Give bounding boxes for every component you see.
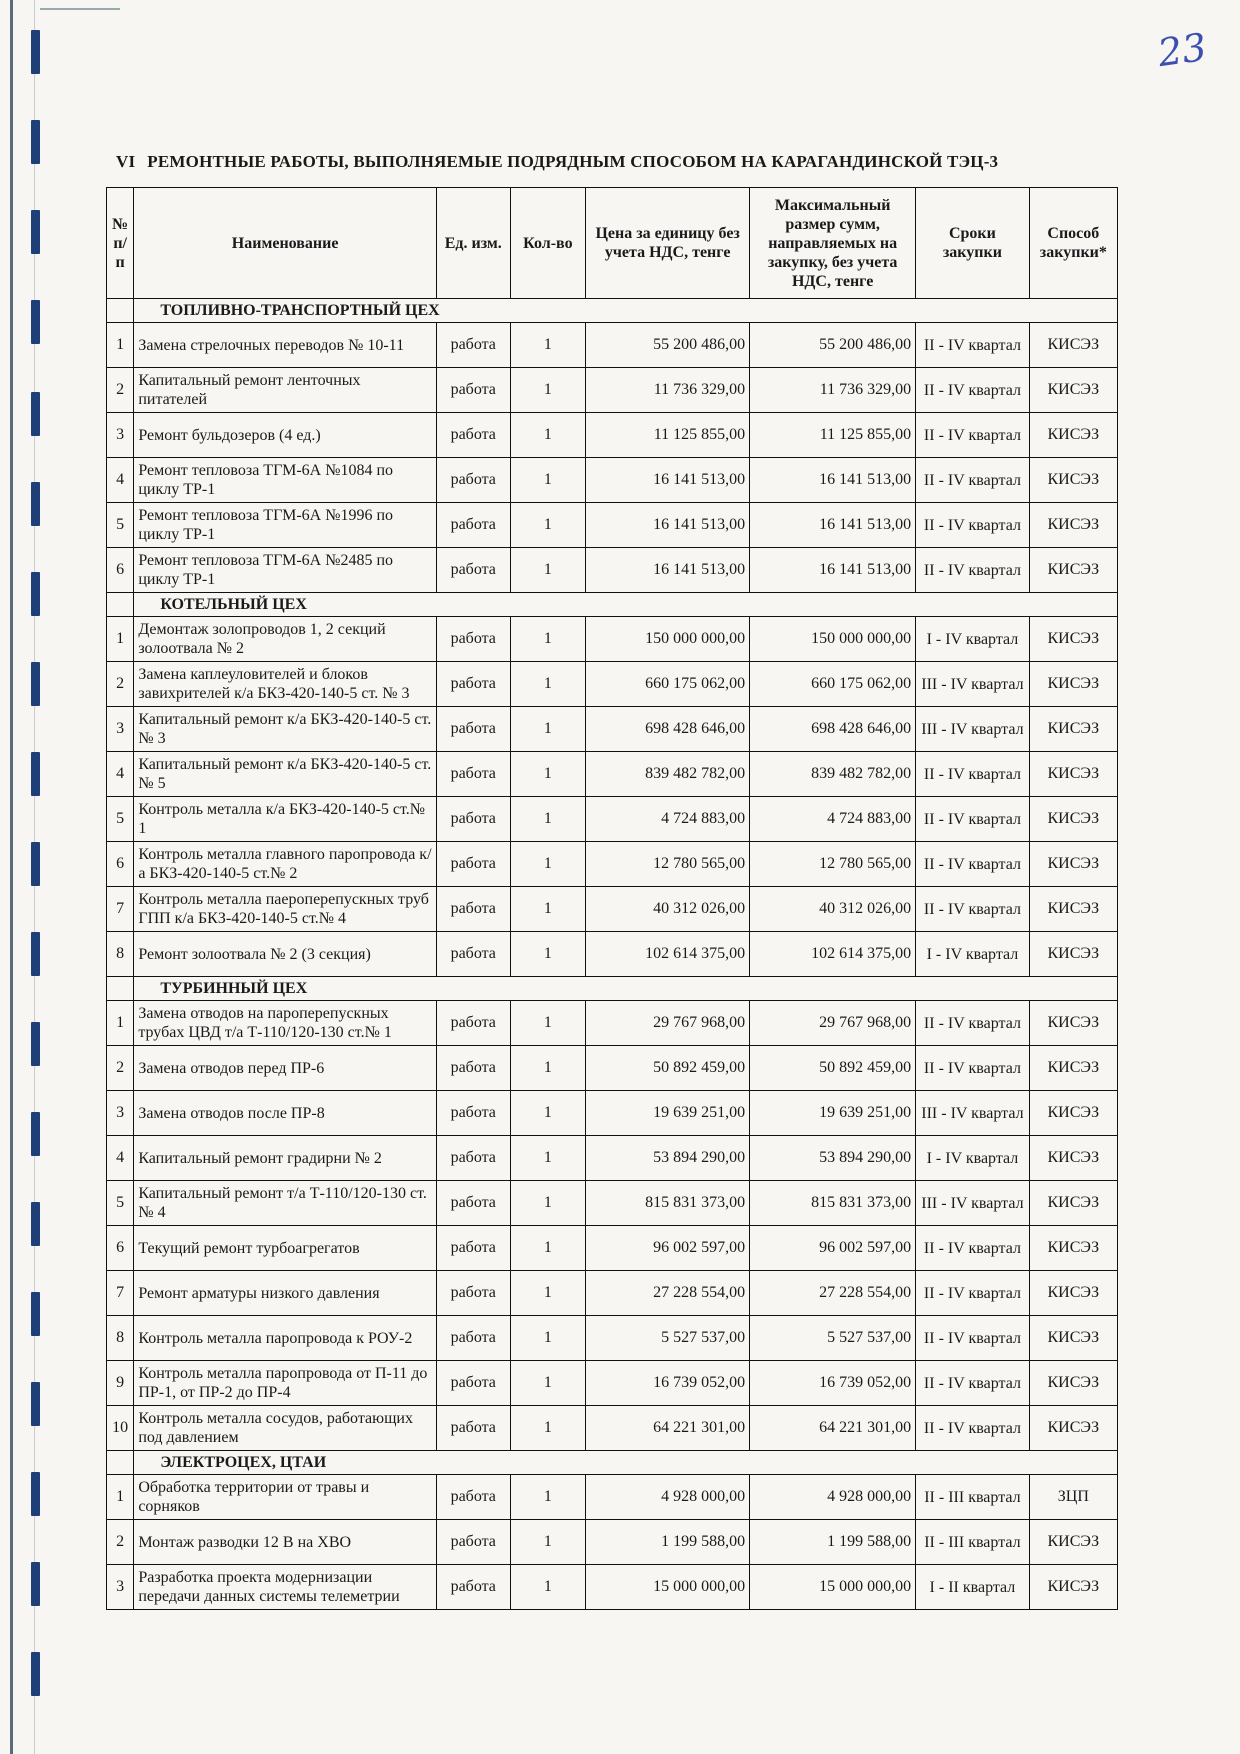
group-title: ТОПЛИВНО-ТРАНСПОРТНЫЙ ЦЕХ xyxy=(134,299,1118,323)
group-row xyxy=(107,593,1118,617)
cell-qty: 1 xyxy=(510,323,586,368)
cell-unit: работа xyxy=(436,1406,510,1451)
cell-method: КИСЭЗ xyxy=(1029,932,1117,977)
binder-tab xyxy=(31,842,40,886)
cell-price: 11 736 329,00 xyxy=(586,368,750,413)
cell-unit: работа xyxy=(436,662,510,707)
table-row xyxy=(107,1520,1118,1565)
cell-term: II - IV квартал xyxy=(916,797,1030,842)
binder-tab xyxy=(31,30,40,74)
table-row xyxy=(107,932,1118,977)
cell-method: КИСЭЗ xyxy=(1029,413,1117,458)
cell-num: 9 xyxy=(107,1361,134,1406)
cell-max: 4 724 883,00 xyxy=(750,797,916,842)
cell-method: КИСЭЗ xyxy=(1029,548,1117,593)
cell-num: 6 xyxy=(107,842,134,887)
cell-method: КИСЭЗ xyxy=(1029,797,1117,842)
cell-price: 660 175 062,00 xyxy=(586,662,750,707)
cell-num: 1 xyxy=(107,1001,134,1046)
cell-qty: 1 xyxy=(510,503,586,548)
table-row xyxy=(107,323,1118,368)
cell-num: 5 xyxy=(107,797,134,842)
cell-name: Ремонт золоотвала № 2 (3 секция) xyxy=(134,932,437,977)
cell-price: 150 000 000,00 xyxy=(586,617,750,662)
binder-strip xyxy=(0,0,60,1754)
scan-edge-line xyxy=(40,8,120,10)
cell-name: Демонтаж золопроводов 1, 2 секций золоотвала № 2 xyxy=(134,617,437,662)
header-term: Сроки закупки xyxy=(916,188,1030,299)
table-row xyxy=(107,1271,1118,1316)
cell-method: КИСЭЗ xyxy=(1029,752,1117,797)
cell-term: II - IV квартал xyxy=(916,323,1030,368)
cell-name: Замена отводов на пароперепускных трубах ЦВД т/а Т-110/120-130 ст.№ 1 xyxy=(134,1001,437,1046)
cell-method: КИСЭЗ xyxy=(1029,1316,1117,1361)
table-row xyxy=(107,1565,1118,1610)
group-num-cell xyxy=(107,977,134,1001)
table-row xyxy=(107,1001,1118,1046)
cell-qty: 1 xyxy=(510,1520,586,1565)
cell-name: Контроль металла паропровода к РОУ-2 xyxy=(134,1316,437,1361)
cell-qty: 1 xyxy=(510,1271,586,1316)
binder-tab xyxy=(31,392,40,436)
cell-name: Ремонт арматуры низкого давления xyxy=(134,1271,437,1316)
cell-qty: 1 xyxy=(510,1316,586,1361)
cell-unit: работа xyxy=(436,617,510,662)
cell-num: 2 xyxy=(107,1046,134,1091)
cell-max: 815 831 373,00 xyxy=(750,1181,916,1226)
cell-max: 1 199 588,00 xyxy=(750,1520,916,1565)
cell-qty: 1 xyxy=(510,1475,586,1520)
binder-tab xyxy=(31,662,40,706)
cell-price: 815 831 373,00 xyxy=(586,1181,750,1226)
binder-tab xyxy=(31,1652,40,1696)
cell-num: 2 xyxy=(107,368,134,413)
cell-price: 839 482 782,00 xyxy=(586,752,750,797)
cell-term: I - IV квартал xyxy=(916,617,1030,662)
cell-term: III - IV квартал xyxy=(916,662,1030,707)
cell-max: 102 614 375,00 xyxy=(750,932,916,977)
binder-tab xyxy=(31,752,40,796)
cell-qty: 1 xyxy=(510,1091,586,1136)
binder-tab xyxy=(31,1472,40,1516)
cell-method: КИСЭЗ xyxy=(1029,458,1117,503)
table-row xyxy=(107,1406,1118,1451)
cell-max: 11 736 329,00 xyxy=(750,368,916,413)
cell-unit: работа xyxy=(436,752,510,797)
cell-name: Контроль металла сосудов, работающих под давлением xyxy=(134,1406,437,1451)
cell-name: Замена отводов после ПР-8 xyxy=(134,1091,437,1136)
cell-max: 50 892 459,00 xyxy=(750,1046,916,1091)
table-row xyxy=(107,1226,1118,1271)
group-row xyxy=(107,1451,1118,1475)
cell-name: Ремонт тепловоза ТГМ-6А №1996 по циклу ТР-1 xyxy=(134,503,437,548)
cell-term: II - IV квартал xyxy=(916,413,1030,458)
cell-name: Монтаж разводки 12 В на ХВО xyxy=(134,1520,437,1565)
binder-tab xyxy=(31,1562,40,1606)
cell-method: КИСЭЗ xyxy=(1029,1001,1117,1046)
cell-price: 55 200 486,00 xyxy=(586,323,750,368)
cell-price: 15 000 000,00 xyxy=(586,1565,750,1610)
cell-term: II - IV квартал xyxy=(916,1316,1030,1361)
cell-term: II - IV квартал xyxy=(916,1271,1030,1316)
cell-num: 1 xyxy=(107,617,134,662)
cell-num: 1 xyxy=(107,323,134,368)
cell-name: Контроль металла к/а БКЗ-420-140-5 ст.№ 1 xyxy=(134,797,437,842)
cell-term: II - IV квартал xyxy=(916,1406,1030,1451)
cell-method: КИСЭЗ xyxy=(1029,842,1117,887)
cell-qty: 1 xyxy=(510,1226,586,1271)
cell-price: 12 780 565,00 xyxy=(586,842,750,887)
group-row xyxy=(107,299,1118,323)
cell-qty: 1 xyxy=(510,548,586,593)
cell-method: КИСЭЗ xyxy=(1029,368,1117,413)
handwritten-page-number: 23 xyxy=(1155,24,1210,76)
cell-price: 698 428 646,00 xyxy=(586,707,750,752)
header-unit: Ед. изм. xyxy=(436,188,510,299)
cell-max: 839 482 782,00 xyxy=(750,752,916,797)
cell-price: 4 724 883,00 xyxy=(586,797,750,842)
cell-max: 5 527 537,00 xyxy=(750,1316,916,1361)
cell-qty: 1 xyxy=(510,1361,586,1406)
cell-max: 16 141 513,00 xyxy=(750,503,916,548)
cell-qty: 1 xyxy=(510,797,586,842)
cell-max: 698 428 646,00 xyxy=(750,707,916,752)
cell-num: 6 xyxy=(107,548,134,593)
cell-qty: 1 xyxy=(510,1406,586,1451)
cell-unit: работа xyxy=(436,1181,510,1226)
cell-max: 4 928 000,00 xyxy=(750,1475,916,1520)
cell-max: 27 228 554,00 xyxy=(750,1271,916,1316)
cell-unit: работа xyxy=(436,1271,510,1316)
cell-term: II - IV квартал xyxy=(916,842,1030,887)
table-row xyxy=(107,1091,1118,1136)
cell-price: 19 639 251,00 xyxy=(586,1091,750,1136)
table-row xyxy=(107,1046,1118,1091)
cell-name: Замена отводов перед ПР-6 xyxy=(134,1046,437,1091)
cell-term: III - IV квартал xyxy=(916,707,1030,752)
cell-unit: работа xyxy=(436,1520,510,1565)
cell-price: 16 141 513,00 xyxy=(586,458,750,503)
cell-term: II - IV квартал xyxy=(916,1226,1030,1271)
cell-unit: работа xyxy=(436,932,510,977)
cell-name: Замена стрелочных переводов № 10-11 xyxy=(134,323,437,368)
cell-name: Капитальный ремонт ленточных питателей xyxy=(134,368,437,413)
cell-max: 64 221 301,00 xyxy=(750,1406,916,1451)
table-row xyxy=(107,797,1118,842)
header-num: № п/п xyxy=(107,188,134,299)
cell-num: 8 xyxy=(107,1316,134,1361)
cell-max: 55 200 486,00 xyxy=(750,323,916,368)
cell-unit: работа xyxy=(436,368,510,413)
cell-qty: 1 xyxy=(510,1001,586,1046)
cell-max: 53 894 290,00 xyxy=(750,1136,916,1181)
header-max: Максимальный размер сумм, направляемых на закупку, без учета НДС, тенге xyxy=(750,188,916,299)
cell-unit: работа xyxy=(436,707,510,752)
cell-method: ЗЦП xyxy=(1029,1475,1117,1520)
group-num-cell xyxy=(107,593,134,617)
cell-num: 3 xyxy=(107,1091,134,1136)
cell-unit: работа xyxy=(436,1226,510,1271)
cell-method: КИСЭЗ xyxy=(1029,1361,1117,1406)
cell-name: Ремонт тепловоза ТГМ-6А №1084 по циклу ТР-1 xyxy=(134,458,437,503)
table-row xyxy=(107,503,1118,548)
cell-price: 16 739 052,00 xyxy=(586,1361,750,1406)
cell-name: Разработка проекта модернизации передачи данных системы телеметрии xyxy=(134,1565,437,1610)
cell-name: Ремонт тепловоза ТГМ-6А №2485 по циклу ТР-1 xyxy=(134,548,437,593)
cell-term: II - IV квартал xyxy=(916,887,1030,932)
table-row xyxy=(107,458,1118,503)
cell-num: 5 xyxy=(107,503,134,548)
cell-max: 16 141 513,00 xyxy=(750,458,916,503)
binder-tab xyxy=(31,1112,40,1156)
table-body xyxy=(107,299,1118,1610)
cell-unit: работа xyxy=(436,458,510,503)
cell-qty: 1 xyxy=(510,887,586,932)
cell-qty: 1 xyxy=(510,458,586,503)
group-title: ТУРБИННЫЙ ЦЕХ xyxy=(134,977,1118,1001)
group-title: ЭЛЕКТРОЦЕХ, ЦТАИ xyxy=(134,1451,1118,1475)
cell-name: Капитальный ремонт к/а БКЗ-420-140-5 ст.№ 3 xyxy=(134,707,437,752)
cell-term: III - IV квартал xyxy=(916,1091,1030,1136)
cell-unit: работа xyxy=(436,413,510,458)
cell-num: 1 xyxy=(107,1475,134,1520)
binder-tab xyxy=(31,300,40,344)
cell-method: КИСЭЗ xyxy=(1029,1565,1117,1610)
cell-price: 102 614 375,00 xyxy=(586,932,750,977)
cell-qty: 1 xyxy=(510,617,586,662)
cell-term: II - III квартал xyxy=(916,1520,1030,1565)
cell-qty: 1 xyxy=(510,1046,586,1091)
binder-tab xyxy=(31,210,40,254)
cell-price: 5 527 537,00 xyxy=(586,1316,750,1361)
cell-max: 96 002 597,00 xyxy=(750,1226,916,1271)
cell-num: 7 xyxy=(107,887,134,932)
cell-method: КИСЭЗ xyxy=(1029,1406,1117,1451)
cell-name: Контроль металла паероперепускных труб ГПП к/а БКЗ-420-140-5 ст.№ 4 xyxy=(134,887,437,932)
cell-term: II - III квартал xyxy=(916,1475,1030,1520)
cell-max: 150 000 000,00 xyxy=(750,617,916,662)
cell-max: 15 000 000,00 xyxy=(750,1565,916,1610)
cell-name: Обработка территории от травы и сорняков xyxy=(134,1475,437,1520)
table-row xyxy=(107,707,1118,752)
cell-num: 3 xyxy=(107,413,134,458)
repair-works-table xyxy=(106,187,1118,1610)
table-row xyxy=(107,1136,1118,1181)
cell-qty: 1 xyxy=(510,842,586,887)
cell-term: II - IV квартал xyxy=(916,503,1030,548)
cell-method: КИСЭЗ xyxy=(1029,323,1117,368)
cell-term: II - IV квартал xyxy=(916,1001,1030,1046)
cell-name: Капитальный ремонт т/а Т-110/120-130 ст.№ 4 xyxy=(134,1181,437,1226)
cell-unit: работа xyxy=(436,1001,510,1046)
cell-term: III - IV квартал xyxy=(916,1181,1030,1226)
table-row xyxy=(107,752,1118,797)
cell-price: 4 928 000,00 xyxy=(586,1475,750,1520)
cell-method: КИСЭЗ xyxy=(1029,617,1117,662)
cell-qty: 1 xyxy=(510,368,586,413)
binder-tab xyxy=(31,1382,40,1426)
cell-name: Текущий ремонт турбоагрегатов xyxy=(134,1226,437,1271)
cell-max: 29 767 968,00 xyxy=(750,1001,916,1046)
cell-term: II - IV квартал xyxy=(916,548,1030,593)
table-row xyxy=(107,1475,1118,1520)
cell-unit: работа xyxy=(436,1316,510,1361)
cell-price: 29 767 968,00 xyxy=(586,1001,750,1046)
cell-method: КИСЭЗ xyxy=(1029,1136,1117,1181)
group-num-cell xyxy=(107,299,134,323)
cell-name: Ремонт бульдозеров (4 ед.) xyxy=(134,413,437,458)
cell-unit: работа xyxy=(436,842,510,887)
cell-price: 16 141 513,00 xyxy=(586,503,750,548)
binder-tab xyxy=(31,1202,40,1246)
cell-num: 10 xyxy=(107,1406,134,1451)
cell-term: II - IV квартал xyxy=(916,458,1030,503)
cell-term: II - IV квартал xyxy=(916,1046,1030,1091)
header-qty: Кол-во xyxy=(510,188,586,299)
document-title xyxy=(116,152,1116,172)
group-num-cell xyxy=(107,1451,134,1475)
cell-max: 12 780 565,00 xyxy=(750,842,916,887)
cell-unit: работа xyxy=(436,1565,510,1610)
cell-num: 3 xyxy=(107,707,134,752)
cell-price: 53 894 290,00 xyxy=(586,1136,750,1181)
cell-price: 1 199 588,00 xyxy=(586,1520,750,1565)
cell-max: 11 125 855,00 xyxy=(750,413,916,458)
cell-method: КИСЭЗ xyxy=(1029,707,1117,752)
cell-unit: работа xyxy=(436,1361,510,1406)
cell-num: 3 xyxy=(107,1565,134,1610)
cell-qty: 1 xyxy=(510,707,586,752)
cell-price: 64 221 301,00 xyxy=(586,1406,750,1451)
cell-term: I - IV квартал xyxy=(916,1136,1030,1181)
cell-price: 40 312 026,00 xyxy=(586,887,750,932)
cell-price: 50 892 459,00 xyxy=(586,1046,750,1091)
cell-qty: 1 xyxy=(510,1565,586,1610)
cell-method: КИСЭЗ xyxy=(1029,1046,1117,1091)
cell-unit: работа xyxy=(436,323,510,368)
cell-qty: 1 xyxy=(510,752,586,797)
binder-tab xyxy=(31,932,40,976)
cell-term: I - II квартал xyxy=(916,1565,1030,1610)
table-row xyxy=(107,1361,1118,1406)
cell-num: 7 xyxy=(107,1271,134,1316)
cell-method: КИСЭЗ xyxy=(1029,1181,1117,1226)
binder-tab xyxy=(31,1022,40,1066)
binder-tab xyxy=(31,120,40,164)
cell-term: II - IV квартал xyxy=(916,368,1030,413)
cell-num: 4 xyxy=(107,1136,134,1181)
table-row xyxy=(107,842,1118,887)
cell-max: 16 141 513,00 xyxy=(750,548,916,593)
cell-unit: работа xyxy=(436,503,510,548)
cell-qty: 1 xyxy=(510,1181,586,1226)
cell-method: КИСЭЗ xyxy=(1029,662,1117,707)
cell-method: КИСЭЗ xyxy=(1029,1271,1117,1316)
cell-qty: 1 xyxy=(510,1136,586,1181)
cell-max: 19 639 251,00 xyxy=(750,1091,916,1136)
table-row xyxy=(107,1181,1118,1226)
cell-qty: 1 xyxy=(510,413,586,458)
cell-method: КИСЭЗ xyxy=(1029,1520,1117,1565)
cell-term: I - IV квартал xyxy=(916,932,1030,977)
cell-unit: работа xyxy=(436,797,510,842)
header-price: Цена за единицу без учета НДС, тенге xyxy=(586,188,750,299)
cell-num: 2 xyxy=(107,1520,134,1565)
cell-num: 2 xyxy=(107,662,134,707)
cell-price: 11 125 855,00 xyxy=(586,413,750,458)
cell-unit: работа xyxy=(436,887,510,932)
cell-price: 16 141 513,00 xyxy=(586,548,750,593)
cell-method: КИСЭЗ xyxy=(1029,503,1117,548)
table-row xyxy=(107,662,1118,707)
cell-max: 40 312 026,00 xyxy=(750,887,916,932)
section-number: VI xyxy=(116,152,136,171)
cell-qty: 1 xyxy=(510,662,586,707)
cell-num: 8 xyxy=(107,932,134,977)
table-row xyxy=(107,617,1118,662)
cell-unit: работа xyxy=(436,548,510,593)
cell-method: КИСЭЗ xyxy=(1029,1226,1117,1271)
cell-name: Контроль металла паропровода от П-11 до ПР-1, от ПР-2 до ПР-4 xyxy=(134,1361,437,1406)
cell-price: 27 228 554,00 xyxy=(586,1271,750,1316)
table-row xyxy=(107,413,1118,458)
binder-rail xyxy=(10,0,13,1754)
cell-qty: 1 xyxy=(510,932,586,977)
cell-method: КИСЭЗ xyxy=(1029,1091,1117,1136)
cell-num: 4 xyxy=(107,458,134,503)
cell-max: 660 175 062,00 xyxy=(750,662,916,707)
cell-name: Контроль металла главного паропровода к/а БКЗ-420-140-5 ст.№ 2 xyxy=(134,842,437,887)
binder-tab xyxy=(31,572,40,616)
cell-num: 4 xyxy=(107,752,134,797)
cell-name: Замена каплеуловителей и блоков завихрителей к/а БКЗ-420-140-5 ст. № 3 xyxy=(134,662,437,707)
cell-term: II - IV квартал xyxy=(916,752,1030,797)
cell-price: 96 002 597,00 xyxy=(586,1226,750,1271)
header-method: Способ закупки* xyxy=(1029,188,1117,299)
cell-name: Капитальный ремонт градирни № 2 xyxy=(134,1136,437,1181)
cell-num: 5 xyxy=(107,1181,134,1226)
cell-term: II - IV квартал xyxy=(916,1361,1030,1406)
cell-method: КИСЭЗ xyxy=(1029,887,1117,932)
cell-unit: работа xyxy=(436,1091,510,1136)
binder-tab xyxy=(31,1292,40,1336)
group-row xyxy=(107,977,1118,1001)
cell-name: Капитальный ремонт к/а БКЗ-420-140-5 ст.№ 5 xyxy=(134,752,437,797)
cell-unit: работа xyxy=(436,1046,510,1091)
cell-num: 6 xyxy=(107,1226,134,1271)
group-title: КОТЕЛЬНЫЙ ЦЕХ xyxy=(134,593,1118,617)
binder-tab xyxy=(31,482,40,526)
table-row xyxy=(107,1316,1118,1361)
table-row xyxy=(107,368,1118,413)
section-title: РЕМОНТНЫЕ РАБОТЫ, ВЫПОЛНЯЕМЫЕ ПОДРЯДНЫМ СПОСОБОМ НА КАРАГАНДИНСКОЙ ТЭЦ-3 xyxy=(147,152,999,171)
table-row xyxy=(107,887,1118,932)
cell-max: 16 739 052,00 xyxy=(750,1361,916,1406)
header-name: Наименование xyxy=(134,188,437,299)
cell-unit: работа xyxy=(436,1136,510,1181)
cell-unit: работа xyxy=(436,1475,510,1520)
table-row xyxy=(107,548,1118,593)
table-header-row xyxy=(107,188,1118,299)
